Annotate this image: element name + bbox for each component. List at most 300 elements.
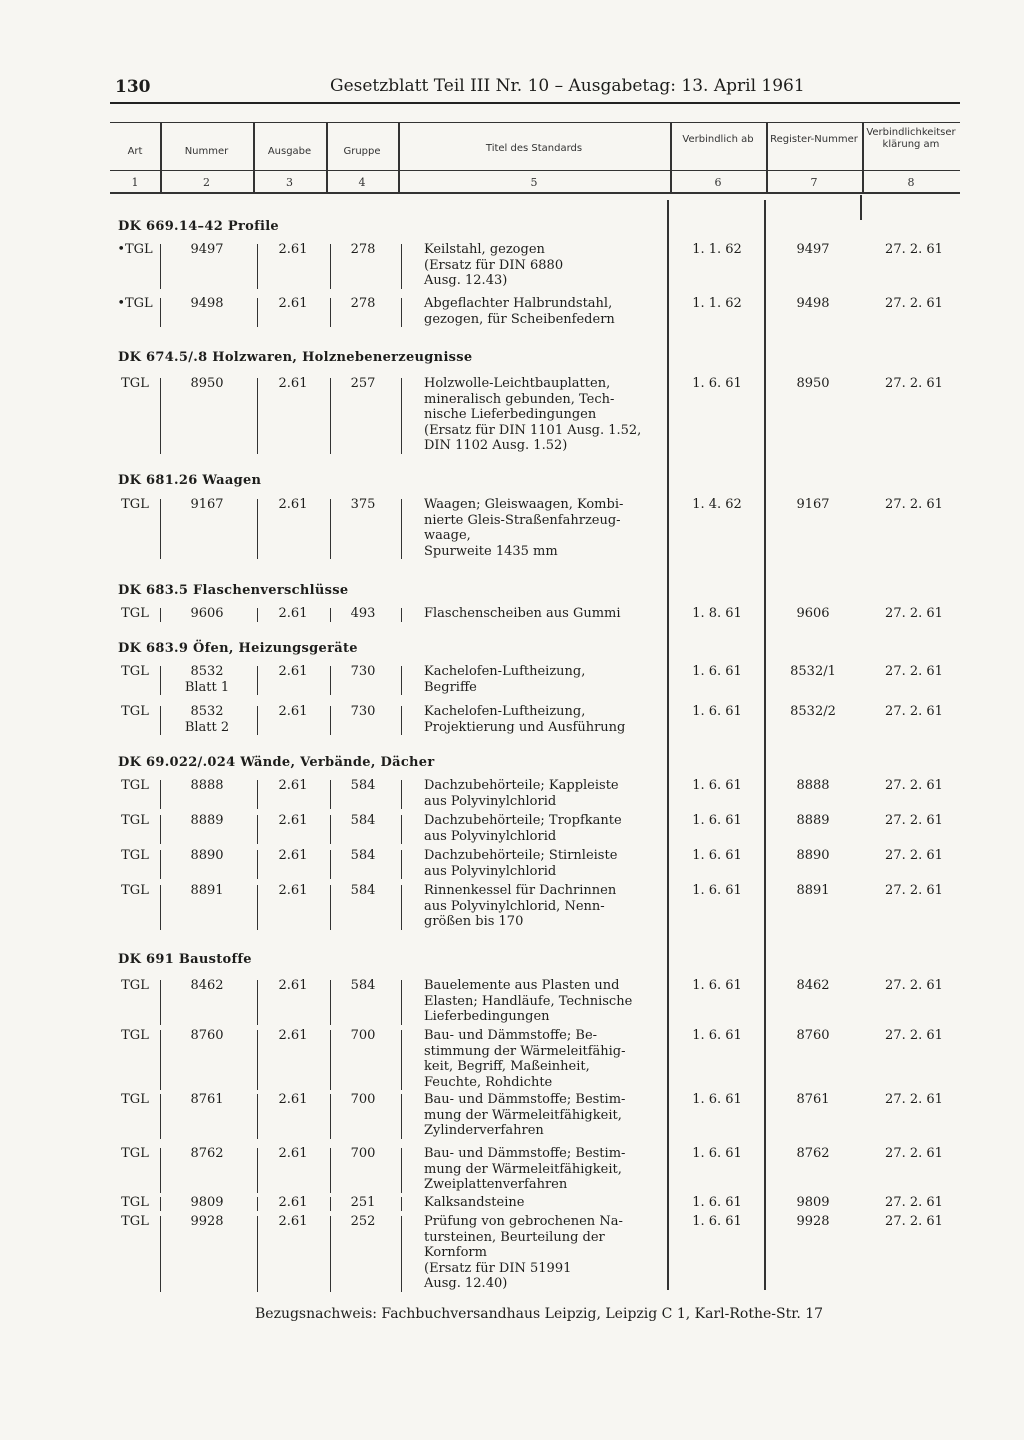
row-divider [330, 1197, 331, 1211]
verbindlich-cell: 1. 6. 61 [692, 978, 742, 993]
column-header-gruppe: Gruppe [343, 146, 381, 157]
row-divider [257, 608, 258, 622]
titel-line: Kalksandsteine [424, 1195, 525, 1210]
row-divider [160, 1094, 161, 1139]
row-divider [257, 1030, 258, 1090]
table-row [0, 978, 1024, 1025]
row-divider [160, 244, 161, 289]
column-header-register: Register-Nummer [770, 134, 858, 145]
nummer-value: 8761 [190, 1092, 224, 1107]
titel-cell [424, 1092, 660, 1139]
nummer-cell [167, 978, 247, 994]
nummer-value: 8891 [190, 883, 224, 898]
titel-cell [424, 296, 660, 327]
titel-cell [424, 606, 660, 622]
nummer-value: 8532 [190, 664, 224, 679]
nummer-cell [167, 296, 247, 312]
row-divider [330, 499, 331, 559]
row-divider [160, 1148, 161, 1193]
row-divider [257, 1197, 258, 1211]
table-row [0, 1092, 1024, 1139]
titel-cell [424, 1146, 660, 1193]
art-cell: TGL [121, 778, 149, 793]
erklaerung-cell: 27. 2. 61 [885, 606, 943, 621]
row-divider [160, 815, 161, 844]
row-divider [330, 780, 331, 809]
table-row [0, 1195, 1024, 1211]
verbindlich-cell: 1. 6. 61 [692, 376, 742, 391]
register-cell: 9498 [796, 296, 830, 311]
titel-line: Flaschenscheiben aus Gummi [424, 606, 621, 621]
row-divider [257, 885, 258, 930]
column-number: 7 [810, 176, 818, 189]
titel-line: Dachzubehörteile; Kappleiste [424, 778, 619, 793]
titel-line: stimmung der Wärmeleitfähig- [424, 1043, 626, 1059]
row-divider [330, 885, 331, 930]
titel-line: keit, Begriff, Maßeinheit, [424, 1059, 590, 1074]
row-divider [257, 706, 258, 735]
erklaerung-cell: 27. 2. 61 [885, 813, 943, 828]
titel-line: aus Polyvinylchlorid [424, 863, 557, 879]
titel-line: Bau- und Dämmstoffe; Be- [424, 1028, 598, 1043]
register-cell: 8761 [796, 1092, 830, 1107]
verbindlich-cell: 1. 6. 61 [692, 813, 742, 828]
titel-line: Holzwolle-Leichtbauplatten, [424, 376, 611, 391]
verbindlich-cell: 1. 6. 61 [692, 664, 742, 679]
row-divider [257, 378, 258, 454]
verbindlich-cell: 1. 6. 61 [692, 778, 742, 793]
titel-cell [424, 778, 660, 809]
erklaerung-cell: 27. 2. 61 [885, 1146, 943, 1161]
section-heading: DK 674.5/.8 Holzwaren, Holznebenerzeugnisse [118, 350, 473, 365]
table-row [0, 1028, 1024, 1090]
gruppe-cell: 730 [350, 664, 376, 679]
titel-line: Dachzubehörteile; Tropfkante [424, 813, 622, 828]
row-divider [160, 1197, 161, 1211]
row-divider [160, 1216, 161, 1292]
nummer-cell [167, 664, 247, 695]
row-divider [401, 1197, 402, 1211]
nummer-cell [167, 704, 247, 735]
column-header-ausgabe: Ausgabe [267, 146, 312, 157]
row-divider [330, 666, 331, 695]
blatt-value: Blatt 2 [184, 719, 230, 735]
art-cell: TGL [121, 376, 149, 391]
titel-line: Kachelofen-Luftheizung, [424, 664, 586, 679]
titel-line: mung der Wärmeleitfähigkeit, [424, 1161, 622, 1177]
row-divider [160, 1030, 161, 1090]
register-cell: 8891 [796, 883, 830, 898]
ausgabe-cell: 2.61 [278, 497, 308, 512]
body-column-rule [860, 195, 862, 220]
table-row [0, 883, 1024, 930]
column-number: 2 [203, 176, 210, 189]
row-divider [330, 815, 331, 844]
titel-cell [424, 813, 660, 844]
row-divider [401, 1030, 402, 1090]
nummer-cell [167, 813, 247, 829]
gruppe-cell: 252 [350, 1214, 376, 1229]
row-divider [257, 666, 258, 695]
blatt-value: Blatt 1 [184, 679, 230, 695]
art-cell: TGL [121, 883, 149, 898]
nummer-value: 8762 [190, 1146, 224, 1161]
ausgabe-cell: 2.61 [278, 296, 308, 311]
titel-line: Abgeflachter Halbrundstahl, [424, 296, 613, 311]
ausgabe-cell: 2.61 [278, 1214, 308, 1229]
titel-line: Bau- und Dämmstoffe; Bestim- [424, 1092, 626, 1107]
art-cell: TGL [121, 704, 149, 719]
nummer-value: 9606 [190, 606, 224, 621]
column-number: 5 [530, 176, 538, 189]
erklaerung-cell: 27. 2. 61 [885, 978, 943, 993]
gruppe-cell: 251 [350, 1195, 376, 1210]
ausgabe-cell: 2.61 [278, 778, 308, 793]
row-divider [401, 1094, 402, 1139]
row-divider [257, 980, 258, 1025]
titel-line: (Ersatz für DIN 1101 Ausg. 1.52, [424, 422, 642, 438]
erklaerung-cell: 27. 2. 61 [885, 376, 943, 391]
art-cell: TGL [121, 1214, 149, 1229]
erklaerung-cell: 27. 2. 61 [885, 704, 943, 719]
titel-line: waage, [424, 528, 471, 543]
erklaerung-cell: 27. 2. 61 [885, 1028, 943, 1043]
row-divider [330, 298, 331, 327]
ausgabe-cell: 2.61 [278, 1028, 308, 1043]
column-header-erklaerung: Verbindlichkeitserklärung am [866, 127, 956, 150]
column-header-verbindlich: Verbindlich ab [682, 134, 754, 145]
titel-line: größen bis 170 [424, 914, 524, 929]
nummer-cell [167, 848, 247, 864]
row-divider [401, 1216, 402, 1292]
titel-line: aus Polyvinylchlorid [424, 828, 557, 844]
gruppe-cell: 493 [350, 606, 376, 621]
row-divider [401, 244, 402, 289]
register-cell: 8462 [796, 978, 830, 993]
row-divider [401, 850, 402, 879]
titel-line: Kornform [424, 1245, 487, 1260]
art-cell: TGL [121, 978, 149, 993]
table-row [0, 242, 1024, 289]
titel-cell [424, 1214, 660, 1292]
titel-cell [424, 848, 660, 879]
verbindlich-cell: 1. 4. 62 [692, 497, 742, 512]
art-cell: •TGL [117, 296, 153, 311]
row-divider [160, 980, 161, 1025]
row-divider [330, 1094, 331, 1139]
register-cell: 8762 [796, 1146, 830, 1161]
nummer-value: 8462 [190, 978, 224, 993]
column-number: 8 [907, 176, 915, 189]
header-rule [110, 102, 960, 104]
art-cell: TGL [121, 606, 149, 621]
art-cell: TGL [121, 1092, 149, 1107]
gruppe-cell: 730 [350, 704, 376, 719]
nummer-cell [167, 497, 247, 513]
table-row [0, 848, 1024, 879]
register-cell: 9809 [796, 1195, 830, 1210]
column-number: 1 [131, 176, 139, 189]
nummer-value: 8760 [190, 1028, 224, 1043]
register-cell: 8888 [796, 778, 830, 793]
titel-line: gezogen, für Scheibenfedern [424, 311, 615, 327]
erklaerung-cell: 27. 2. 61 [885, 1092, 943, 1107]
row-divider [401, 815, 402, 844]
verbindlich-cell: 1. 6. 61 [692, 883, 742, 898]
titel-line: Dachzubehörteile; Stirnleiste [424, 848, 618, 863]
header-top-rule [110, 122, 960, 123]
ausgabe-cell: 2.61 [278, 664, 308, 679]
erklaerung-cell: 27. 2. 61 [885, 1195, 943, 1210]
column-header-titel: Titel des Standards [485, 143, 583, 154]
section-heading: DK 683.5 Flaschenverschlüsse [118, 583, 349, 598]
register-cell: 8532/2 [790, 704, 836, 719]
row-divider [160, 885, 161, 930]
row-divider [257, 1094, 258, 1139]
verbindlich-cell: 1. 6. 61 [692, 1092, 742, 1107]
erklaerung-cell: 27. 2. 61 [885, 778, 943, 793]
section-heading: DK 683.9 Öfen, Heizungsgeräte [118, 641, 358, 656]
row-divider [401, 885, 402, 930]
art-cell: TGL [121, 497, 149, 512]
ausgabe-cell: 2.61 [278, 1195, 308, 1210]
nummer-value: 8532 [190, 704, 224, 719]
gruppe-cell: 375 [350, 497, 376, 512]
row-divider [257, 1148, 258, 1193]
ausgabe-cell: 2.61 [278, 813, 308, 828]
erklaerung-cell: 27. 2. 61 [885, 242, 943, 257]
column-number: 4 [358, 176, 366, 189]
nummer-value: 8888 [190, 778, 224, 793]
section-heading: DK 691 Baustoffe [118, 952, 252, 967]
titel-line: Spurweite 1435 mm [424, 543, 558, 559]
titel-line: aus Polyvinylchlorid, Nenn- [424, 898, 605, 914]
erklaerung-cell: 27. 2. 61 [885, 1214, 943, 1229]
nummer-value: 9928 [190, 1214, 224, 1229]
header-bottom-rule [110, 192, 960, 194]
ausgabe-cell: 2.61 [278, 606, 308, 621]
titel-line: Bau- und Dämmstoffe; Bestim- [424, 1146, 626, 1161]
nummer-value: 9167 [190, 497, 224, 512]
ausgabe-cell: 2.61 [278, 242, 308, 257]
titel-line: Begriffe [424, 679, 477, 695]
gruppe-cell: 257 [350, 376, 376, 391]
titel-line: mineralisch gebunden, Tech- [424, 391, 615, 407]
register-cell: 9606 [796, 606, 830, 621]
nummer-value: 9809 [190, 1195, 224, 1210]
titel-line: DIN 1102 Ausg. 1.52) [424, 438, 568, 453]
titel-line: Rinnenkessel für Dachrinnen [424, 883, 617, 898]
row-divider [401, 499, 402, 559]
register-cell: 8760 [796, 1028, 830, 1043]
row-divider [330, 378, 331, 454]
titel-line: Waagen; Gleiswaagen, Kombi- [424, 497, 624, 512]
row-divider [257, 1216, 258, 1292]
titel-line: Zylinderverfahren [424, 1123, 544, 1138]
row-divider [401, 298, 402, 327]
table-row [0, 664, 1024, 695]
nummer-cell [167, 606, 247, 622]
titel-cell [424, 497, 660, 559]
titel-cell [424, 242, 660, 289]
row-divider [401, 780, 402, 809]
page-number: 130 [115, 77, 151, 97]
nummer-cell [167, 1195, 247, 1211]
gruppe-cell: 700 [350, 1146, 376, 1161]
titel-cell [424, 376, 660, 454]
table-row [0, 606, 1024, 622]
row-divider [330, 1148, 331, 1193]
nummer-cell [167, 242, 247, 258]
art-cell: TGL [121, 1146, 149, 1161]
titel-line: Projektierung und Ausführung [424, 719, 626, 735]
page-title: Gesetzblatt Teil III Nr. 10 – Ausgabetag: 13. April 1961 [330, 76, 805, 96]
titel-line: Ausg. 12.43) [424, 273, 508, 288]
art-cell: TGL [121, 813, 149, 828]
nummer-value: 9497 [190, 242, 224, 257]
titel-cell [424, 978, 660, 1025]
verbindlich-cell: 1. 6. 61 [692, 1146, 742, 1161]
register-cell: 8890 [796, 848, 830, 863]
column-header-art: Art [127, 146, 143, 157]
erklaerung-cell: 27. 2. 61 [885, 848, 943, 863]
row-divider [401, 706, 402, 735]
row-divider [257, 499, 258, 559]
row-divider [160, 608, 161, 622]
titel-line: (Ersatz für DIN 51991 [424, 1260, 572, 1276]
gruppe-cell: 584 [350, 848, 376, 863]
verbindlich-cell: 1. 1. 62 [692, 296, 742, 311]
row-divider [160, 499, 161, 559]
row-divider [330, 244, 331, 289]
gruppe-cell: 278 [350, 296, 376, 311]
nummer-value: 9498 [190, 296, 224, 311]
register-cell: 9497 [796, 242, 830, 257]
row-divider [160, 298, 161, 327]
titel-line: Prüfung von gebrochenen Na- [424, 1214, 623, 1229]
titel-line: tursteinen, Beurteilung der [424, 1229, 605, 1245]
titel-line: Ausg. 12.40) [424, 1276, 508, 1291]
row-divider [160, 780, 161, 809]
gruppe-cell: 584 [350, 883, 376, 898]
titel-line: nische Lieferbedingungen [424, 407, 597, 422]
gruppe-cell: 584 [350, 778, 376, 793]
section-heading: DK 669.14–42 Profile [118, 219, 280, 234]
titel-line: Zweiplattenverfahren [424, 1177, 568, 1192]
titel-cell [424, 704, 660, 735]
row-divider [257, 815, 258, 844]
row-divider [401, 1148, 402, 1193]
titel-line: Feuchte, Rohdichte [424, 1074, 553, 1090]
row-divider [330, 608, 331, 622]
row-divider [160, 378, 161, 454]
row-divider [257, 850, 258, 879]
titel-cell [424, 1028, 660, 1090]
register-cell: 9928 [796, 1214, 830, 1229]
table-row [0, 497, 1024, 559]
row-divider [330, 1216, 331, 1292]
register-cell: 8532/1 [790, 664, 836, 679]
ausgabe-cell: 2.61 [278, 848, 308, 863]
gruppe-cell: 584 [350, 978, 376, 993]
table-row [0, 1214, 1024, 1292]
row-divider [160, 850, 161, 879]
verbindlich-cell: 1. 6. 61 [692, 1028, 742, 1043]
titel-line: (Ersatz für DIN 6880 [424, 257, 564, 273]
column-number: 6 [714, 176, 722, 189]
titel-line: aus Polyvinylchlorid [424, 793, 557, 809]
register-cell: 9167 [796, 497, 830, 512]
nummer-cell [167, 1092, 247, 1108]
titel-line: Elasten; Handläufe, Technische [424, 993, 633, 1009]
ausgabe-cell: 2.61 [278, 883, 308, 898]
titel-line: Bauelemente aus Plasten und [424, 978, 620, 993]
art-cell: TGL [121, 664, 149, 679]
verbindlich-cell: 1. 6. 61 [692, 1195, 742, 1210]
titel-line: Keilstahl, gezogen [424, 242, 545, 257]
row-divider [257, 780, 258, 809]
nummer-cell [167, 883, 247, 899]
table-row [0, 296, 1024, 327]
register-cell: 8950 [796, 376, 830, 391]
titel-line: Kachelofen-Luftheizung, [424, 704, 586, 719]
section-heading: DK 681.26 Waagen [118, 473, 262, 488]
row-divider [257, 298, 258, 327]
verbindlich-cell: 1. 6. 61 [692, 704, 742, 719]
erklaerung-cell: 27. 2. 61 [885, 296, 943, 311]
erklaerung-cell: 27. 2. 61 [885, 883, 943, 898]
ausgabe-cell: 2.61 [278, 704, 308, 719]
titel-cell [424, 883, 660, 930]
row-divider [330, 706, 331, 735]
header-mid-rule [110, 170, 960, 171]
verbindlich-cell: 1. 6. 61 [692, 1214, 742, 1229]
section-heading: DK 69.022/.024 Wände, Verbände, Dächer [118, 755, 435, 770]
art-cell: TGL [121, 1195, 149, 1210]
nummer-value: 8950 [190, 376, 224, 391]
nummer-cell [167, 778, 247, 794]
row-divider [330, 1030, 331, 1090]
titel-line: Lieferbedingungen [424, 1009, 550, 1024]
row-divider [401, 608, 402, 622]
verbindlich-cell: 1. 6. 61 [692, 848, 742, 863]
table-row [0, 376, 1024, 454]
row-divider [160, 666, 161, 695]
table-row [0, 704, 1024, 735]
art-cell: TGL [121, 1028, 149, 1043]
titel-line: mung der Wärmeleitfähigkeit, [424, 1107, 622, 1123]
row-divider [401, 378, 402, 454]
table-row [0, 1146, 1024, 1193]
column-number: 3 [286, 176, 293, 189]
reference-note: Bezugsnachweis: Fachbuchversandhaus Leipzig, Leipzig C 1, Karl-Rothe-Str. 17 [255, 1306, 824, 1322]
row-divider [330, 980, 331, 1025]
gruppe-cell: 278 [350, 242, 376, 257]
row-divider [401, 980, 402, 1025]
gruppe-cell: 700 [350, 1028, 376, 1043]
row-divider [330, 850, 331, 879]
art-cell: •TGL [117, 242, 153, 257]
table-row [0, 813, 1024, 844]
row-divider [257, 244, 258, 289]
erklaerung-cell: 27. 2. 61 [885, 497, 943, 512]
nummer-value: 8890 [190, 848, 224, 863]
ausgabe-cell: 2.61 [278, 1092, 308, 1107]
row-divider [401, 666, 402, 695]
nummer-value: 8889 [190, 813, 224, 828]
verbindlich-cell: 1. 8. 61 [692, 606, 742, 621]
table-row [0, 778, 1024, 809]
